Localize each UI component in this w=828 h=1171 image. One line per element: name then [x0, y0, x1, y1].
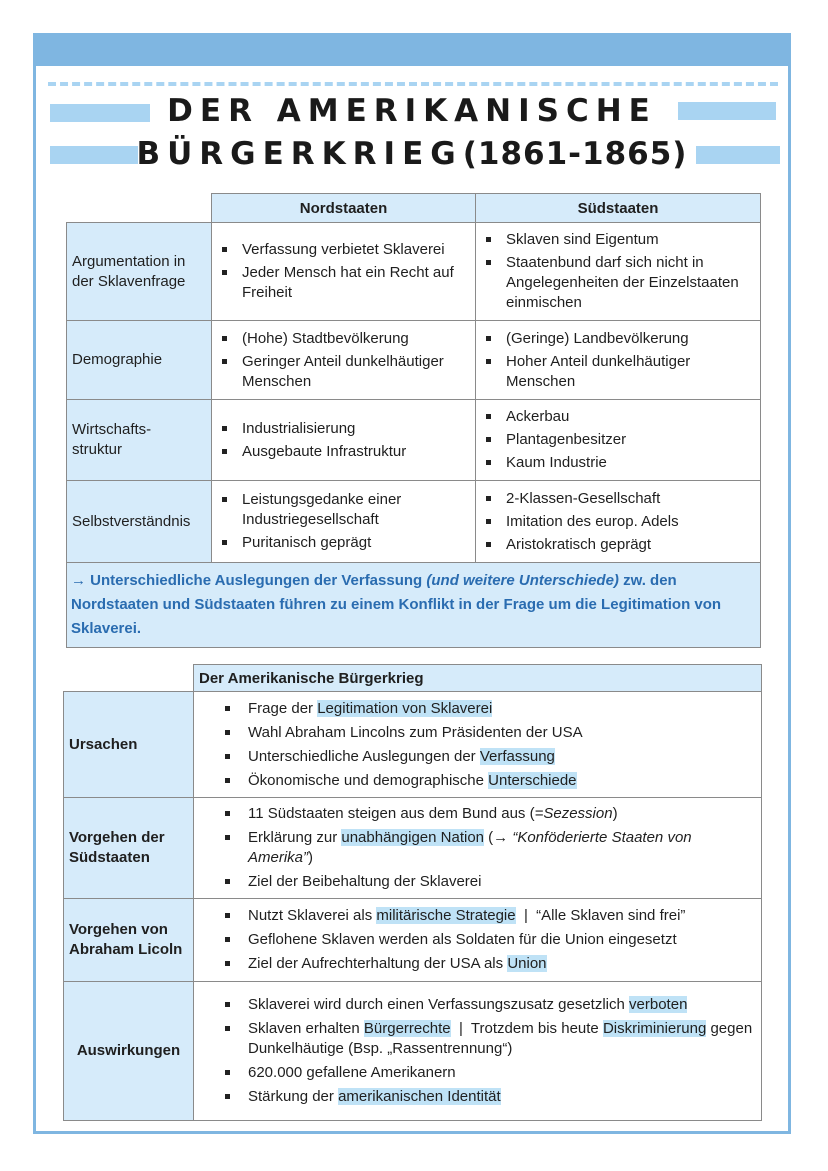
table-row	[67, 223, 761, 321]
table-corner	[67, 194, 212, 223]
list-item: Ökonomische und demographische Unterschiede	[248, 771, 757, 791]
list-item: Sklaven sind Eigentum	[506, 230, 756, 250]
table-row	[67, 400, 761, 481]
list-item: Verfassung verbietet Sklaverei	[242, 240, 471, 260]
table-row	[64, 798, 762, 899]
table-row	[67, 481, 761, 563]
south-cell	[476, 321, 761, 400]
title-word: BÜRGERKRIEG	[136, 136, 463, 172]
row-header: Wirtschafts- struktur	[67, 400, 212, 481]
list-item: Sklaverei wird durch einen Verfassungszusatz gesetzlich verboten	[248, 995, 757, 1015]
list-item: Industrialisierung	[242, 419, 471, 439]
column-header-north: Nordstaaten	[212, 194, 476, 223]
list-item: Puritanisch geprägt	[242, 533, 471, 553]
table-row	[67, 321, 761, 400]
list-item: Staatenbund darf sich nicht in Angelegenheiten der Einzelstaaten einmischen	[506, 253, 756, 313]
list-item: (Hohe) Stadtbevölkerung	[242, 329, 471, 349]
list-item: 11 Südstaaten steigen aus dem Bund aus (=Sezession)	[248, 804, 757, 824]
row-header: Vorgehen der Südstaaten	[64, 798, 194, 899]
effects-cell	[194, 982, 762, 1121]
row-header: Auswirkungen	[64, 982, 194, 1121]
list-item: Wahl Abraham Lincolns zum Präsidenten der USA	[248, 723, 757, 743]
list-item: Imitation des europ. Adels	[506, 512, 756, 532]
row-header: Ursachen	[64, 692, 194, 798]
title-years: (1861-1865)	[462, 136, 688, 172]
top-color-bar	[36, 36, 788, 66]
comparison-table	[66, 193, 761, 648]
south-action-cell	[194, 798, 762, 899]
page-frame	[33, 33, 791, 1134]
page-title-line-2	[36, 134, 788, 174]
list-item: Geflohene Sklaven werden als Soldaten für die Union eingesetzt	[248, 930, 757, 950]
column-header-south: Südstaaten	[476, 194, 761, 223]
list-item: Kaum Industrie	[506, 453, 756, 473]
list-item: Nutzt Sklaverei als militärische Strategie | “Alle Sklaven sind frei”	[248, 906, 757, 926]
conclusion-note: → Unterschiedliche Auslegungen der Verfassung (und weitere Unterschiede) zw. den Nordstaaten und Südstaaten führen zu einem Konflikt in der Frage um die Legitimation von Sklaverei.	[67, 563, 761, 648]
row-header: Demographie	[67, 321, 212, 400]
list-item: 2-Klassen-Gesellschaft	[506, 489, 756, 509]
list-item: Unterschiedliche Auslegungen der Verfassung	[248, 747, 757, 767]
row-header: Selbstverständnis	[67, 481, 212, 563]
row-header: Vorgehen von Abraham Licoln	[64, 899, 194, 982]
south-cell	[476, 223, 761, 321]
table-row	[64, 899, 762, 982]
list-item: (Geringe) Landbevölkerung	[506, 329, 756, 349]
list-item: Jeder Mensch hat ein Recht auf Freiheit	[242, 263, 471, 303]
list-item: Plantagenbesitzer	[506, 430, 756, 450]
list-item: Ziel der Aufrechterhaltung der USA als Union	[248, 954, 757, 974]
list-item: Erklärung zur unabhängigen Nation (→ “Konföderierte Staaten von Amerika”)	[248, 828, 757, 868]
list-item: Ackerbau	[506, 407, 756, 427]
causes-cell	[194, 692, 762, 798]
page-title-line-1: DER AMERIKANISCHE	[167, 93, 657, 129]
section-header: Der Amerikanische Bürgerkrieg	[194, 665, 762, 692]
north-cell	[212, 400, 476, 481]
list-item: Ziel der Beibehaltung der Sklaverei	[248, 872, 757, 892]
civil-war-table	[63, 664, 762, 1121]
list-item: Hoher Anteil dunkelhäutiger Menschen	[506, 352, 756, 392]
arrow-icon: →	[71, 572, 86, 589]
list-item: Ausgebaute Infrastruktur	[242, 442, 471, 462]
north-cell	[212, 481, 476, 563]
dashed-divider	[48, 82, 778, 86]
list-item: Stärkung der amerikanischen Identität	[248, 1087, 757, 1107]
row-header: Argumentation in der Sklavenfrage	[67, 223, 212, 321]
lincoln-action-cell	[194, 899, 762, 982]
list-item: Geringer Anteil dunkelhäutiger Menschen	[242, 352, 471, 392]
list-item: Aristokratisch geprägt	[506, 535, 756, 555]
list-item: 620.000 gefallene Amerikanern	[248, 1063, 757, 1083]
table-corner	[64, 665, 194, 692]
table-row	[64, 692, 762, 798]
north-cell	[212, 223, 476, 321]
table-row	[64, 982, 762, 1121]
north-cell	[212, 321, 476, 400]
list-item: Sklaven erhalten Bürgerrechte | Trotzdem bis heute Diskriminierung gegen Dunkelhäutige (Bsp. „Rassentrennung“)	[248, 1019, 757, 1059]
south-cell	[476, 400, 761, 481]
south-cell	[476, 481, 761, 563]
list-item: Leistungsgedanke einer Industriegesellschaft	[242, 490, 471, 530]
list-item: Frage der Legitimation von Sklaverei	[248, 699, 757, 719]
